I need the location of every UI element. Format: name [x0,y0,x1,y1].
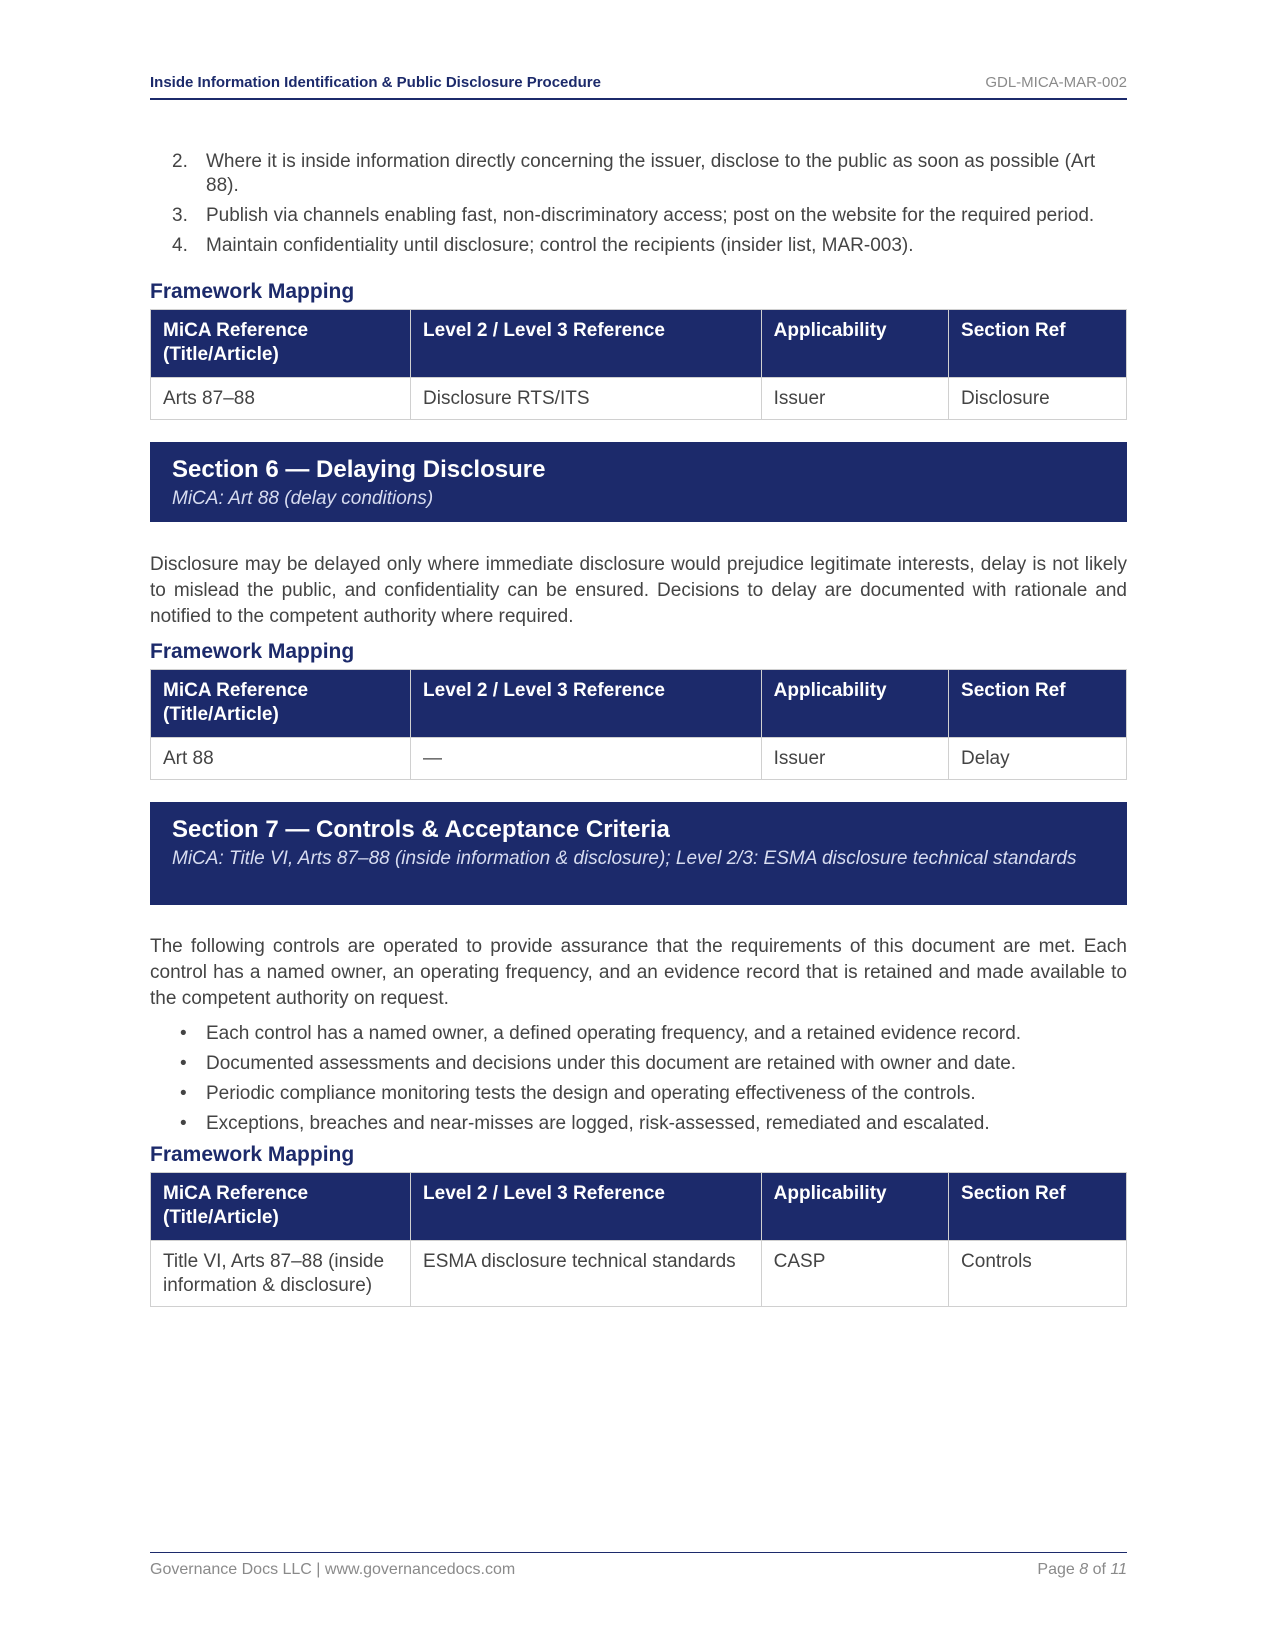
page-footer [150,1552,1127,1583]
section-6-paragraph: Disclosure may be delayed only where immediate disclosure would prejudice legitimate interests, delay is not likely to mislead the public, and confidentiality can be ensured. Decisions to delay are documented with rationale and notified to the competent authority where required. [150,554,1127,627]
column-header: MiCA Reference (Title/Article) [151,1173,411,1241]
section-subtitle: MiCA: Title VI, Arts 87–88 (inside information & disclosure); Level 2/3: ESMA disclosure technical standards [172,848,1077,869]
list-number: 3. [172,205,188,226]
section-title: Section 7 — Controls & Acceptance Criteria [172,816,670,843]
table-cell: Disclosure RTS/ITS [411,378,762,420]
list-item [150,1082,1127,1106]
list-text: Documented assessments and decisions under this document are retained with owner and date. [206,1053,1017,1074]
section-7-banner [150,802,1127,905]
table-cell: Disclosure [949,378,1127,420]
bullet-icon: • [180,1083,187,1104]
framework-mapping-table [150,669,1127,780]
table-cell: Title VI, Arts 87–88 (inside information & disclosure) [151,1241,411,1307]
list-text: Each control has a named owner, a defined operating frequency, and a retained evidence record. [206,1023,1022,1044]
column-header: MiCA Reference (Title/Article) [151,670,411,738]
table-header-row [151,1173,1127,1241]
list-item [150,1112,1127,1136]
column-header: Applicability [761,1173,948,1241]
table-cell: ESMA disclosure technical standards [411,1241,762,1307]
page-of: of [1092,1561,1106,1578]
column-header: Section Ref [949,310,1127,378]
controls-bullet-list [150,1022,1127,1142]
list-number: 2. [172,151,188,172]
table-row [151,738,1127,780]
header-title: Inside Information Identification & Public Disclosure Procedure [150,74,601,91]
page-number [1037,1561,1127,1579]
list-item [150,1022,1127,1046]
column-header: Level 2 / Level 3 Reference [411,310,762,378]
column-header: Section Ref [949,1173,1127,1241]
list-text: Maintain confidentiality until disclosure; control the recipients (insider list, MAR-003). [206,235,914,256]
section-7-paragraph: The following controls are operated to provide assurance that the requirements of this document are met. Each control has a named owner, an operating frequency, and an evidence record that is retained and made available to the competent authority on request. [150,936,1127,1009]
framework-mapping-table [150,309,1127,420]
section-title: Section 6 — Delaying Disclosure [172,456,546,483]
column-header: Applicability [761,670,948,738]
table-cell: CASP [761,1241,948,1307]
list-number: 4. [172,235,188,256]
table-header-row [151,310,1127,378]
list-text: Periodic compliance monitoring tests the design and operating effectiveness of the controls. [206,1083,976,1104]
framework-mapping-table [150,1172,1127,1307]
table-cell: Issuer [761,378,948,420]
bullet-icon: • [180,1113,187,1134]
section-6-banner [150,442,1127,522]
list-item [150,1052,1127,1076]
section-subtitle: MiCA: Art 88 (delay conditions) [172,488,434,509]
page-current: 8 [1079,1561,1089,1578]
framework-mapping-heading: Framework Mapping [150,1143,355,1166]
header-doc-id: GDL-MICA-MAR-002 [985,74,1127,91]
list-text: Exceptions, breaches and near-misses are logged, risk-assessed, remediated and escalated. [206,1113,990,1134]
bullet-icon: • [180,1053,187,1074]
framework-mapping-heading: Framework Mapping [150,640,355,663]
table-cell: Art 88 [151,738,411,780]
table-cell: Issuer [761,738,948,780]
table-cell: Arts 87–88 [151,378,411,420]
column-header: Applicability [761,310,948,378]
table-row [151,378,1127,420]
table-cell: — [411,738,762,780]
table-header-row [151,670,1127,738]
bullet-icon: • [180,1023,187,1044]
list-item [150,150,1127,198]
numbered-list [150,150,1127,264]
page-total: 11 [1110,1561,1127,1578]
list-item [150,234,1127,258]
list-item [150,204,1127,228]
list-text: Publish via channels enabling fast, non-discriminatory access; post on the website for the required period. [206,205,1095,226]
list-text: Where it is inside information directly concerning the issuer, disclose to the public as soon as possible (Art 88). [206,151,1096,196]
footer-company: Governance Docs LLC | www.governancedocs.com [150,1561,516,1578]
column-header: MiCA Reference (Title/Article) [151,310,411,378]
table-cell: Delay [949,738,1127,780]
table-row [151,1241,1127,1307]
column-header: Section Ref [949,670,1127,738]
column-header: Level 2 / Level 3 Reference [411,1173,762,1241]
page-label: Page [1037,1561,1075,1578]
page-header [150,72,1127,100]
column-header: Level 2 / Level 3 Reference [411,670,762,738]
framework-mapping-heading: Framework Mapping [150,280,355,303]
table-cell: Controls [949,1241,1127,1307]
